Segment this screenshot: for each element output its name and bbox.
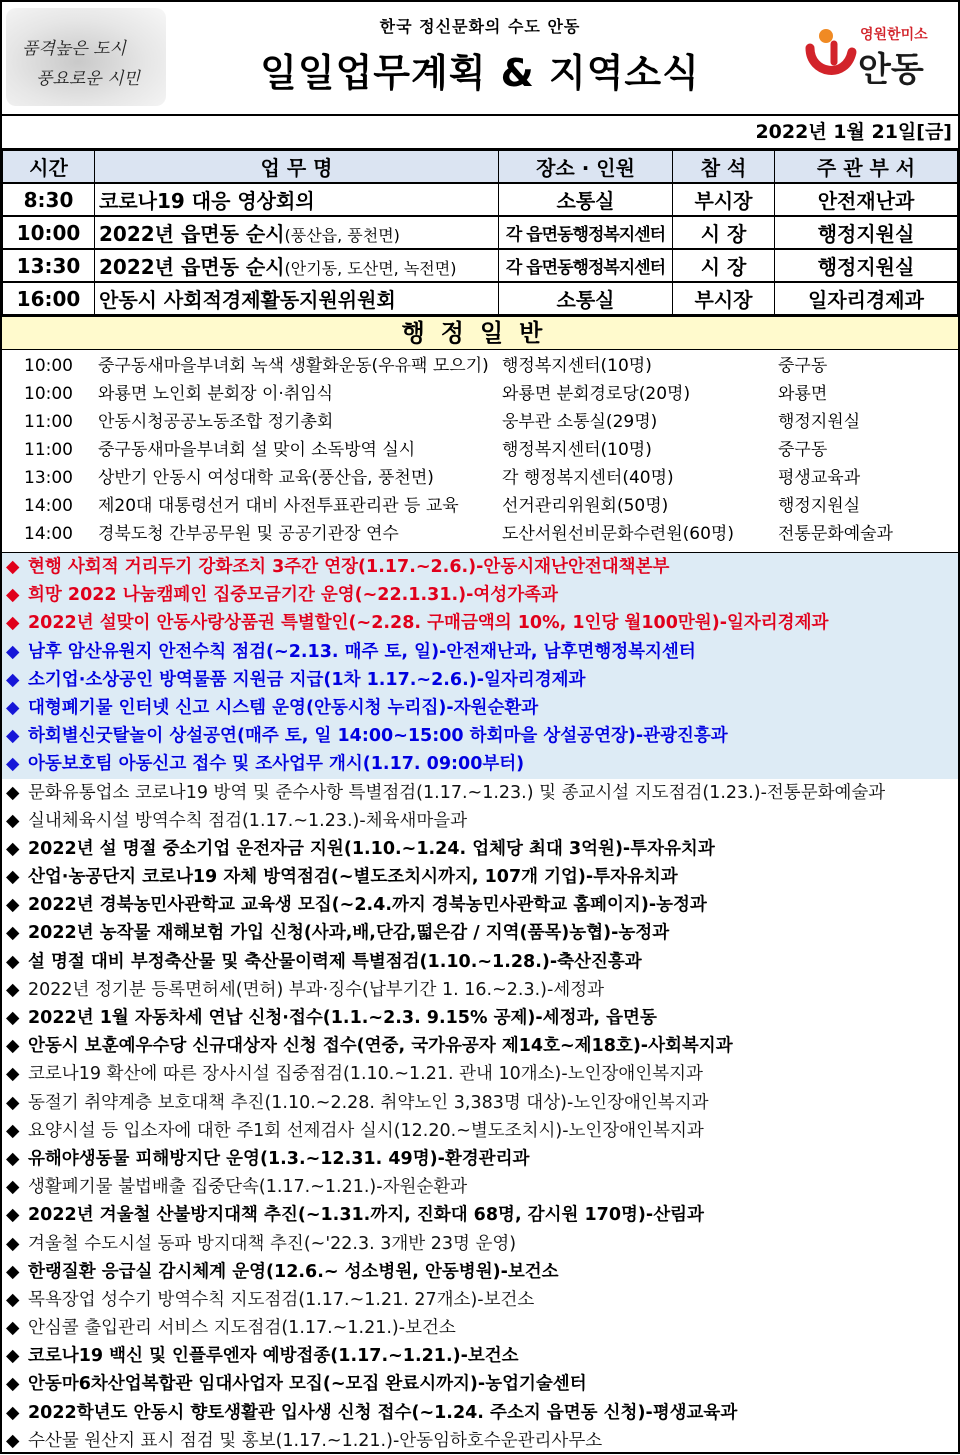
diamond-bullet-icon: ◆ [6, 697, 20, 718]
diamond-bullet-icon: ◆ [6, 951, 20, 972]
notice-item [2, 1004, 958, 1032]
schedule-task [95, 183, 499, 216]
andong-logo [804, 22, 944, 92]
notice-item [2, 609, 958, 637]
notice-text: 2022년 농작물 재해보험 가입 신청(사과,배,단감,떫은감 / 지역(품목)농협)-농정과 [28, 923, 670, 944]
admin-time: 14:00 [24, 524, 73, 544]
diamond-bullet-icon: ◆ [6, 1148, 20, 1169]
diamond-bullet-icon: ◆ [6, 585, 20, 606]
diamond-bullet-icon: ◆ [6, 895, 20, 916]
schedule-place: 각 읍면동행정복지센터 [499, 216, 673, 249]
col-header-task: 업 무 명 [95, 151, 499, 184]
diamond-bullet-icon: ◆ [6, 1261, 20, 1282]
schedule-attend: 시 장 [673, 216, 775, 249]
notice-item [2, 694, 958, 722]
diamond-bullet-icon: ◆ [6, 1177, 20, 1198]
diamond-bullet-icon: ◆ [6, 1092, 20, 1113]
admin-event: 중구동새마을부녀회 녹색 생활화운동(우유팩 모으기) [98, 356, 489, 376]
notice-text: 2022년 겨울철 산불방지대책 추진(~1.31.까지, 진화대 68명, 감시원 170명)-산림과 [28, 1205, 704, 1226]
diamond-bullet-icon: ◆ [6, 810, 20, 831]
admin-time: 14:00 [24, 496, 73, 516]
diamond-bullet-icon: ◆ [6, 923, 20, 944]
notice-item [2, 1117, 958, 1145]
notice-item [2, 1032, 958, 1060]
admin-dept: 와룡면 [778, 384, 828, 404]
schedule-time: 10:00 [3, 216, 95, 249]
schedule-time: 16:00 [3, 282, 95, 315]
report-date: 2022년 1월 21일[금] [2, 116, 958, 150]
col-header-place: 장소 · 인원 [499, 151, 673, 184]
andong-smile-icon [804, 22, 860, 86]
notice-text: 2022년 1월 자동차세 연납 신청·접수(1.1.~2.3. 9.15% 공제)-세정과, 읍면동 [28, 1008, 657, 1028]
slogan-line-2: 풍요로운 시민 [36, 69, 140, 89]
diamond-bullet-icon: ◆ [6, 726, 20, 747]
admin-row [2, 492, 958, 520]
admin-dept: 중구동 [778, 356, 828, 376]
col-header-attend: 참 석 [673, 151, 775, 184]
admin-event: 상반기 안동시 여성대학 교육(풍산읍, 풍천면) [98, 468, 434, 488]
diamond-bullet-icon: ◆ [6, 1205, 20, 1226]
schedule-task [95, 282, 499, 315]
notice-text: 수산물 원산지 표시 점검 및 홍보(1.17.~1.21.)-안동임하호수운관리사무소 [28, 1430, 603, 1451]
notice-item [2, 1173, 958, 1201]
admin-dept: 평생교육과 [778, 468, 861, 488]
notice-text: 현행 사회적 거리두기 강화조치 3주간 연장(1.17.~2.6.)-안동시재난안전대책본부 [28, 557, 670, 577]
notice-item [2, 1060, 958, 1088]
notice-text: 2022년 정기분 등록면허세(면허) 부과·징수(납부기간 1. 16.~2.3.)-세정과 [28, 979, 605, 1000]
notice-text: 한랭질환 응급실 감시체계 운영(12.6.~ 성소병원, 안동병원)-보건소 [28, 1261, 559, 1282]
admin-row [2, 380, 958, 408]
notice-item [2, 1342, 958, 1370]
admin-place: 각 행정복지센터(40명) [502, 468, 674, 488]
schedule-dept: 행정지원실 [775, 249, 958, 282]
admin-section-heading: 행정일반 [2, 316, 958, 350]
diamond-bullet-icon: ◆ [6, 1346, 20, 1367]
schedule-header-row [3, 151, 958, 184]
notice-text: 2022학년도 안동시 향토생활관 입사생 신청 접수(~1.24. 주소지 읍면동 신청)-평생교육과 [28, 1402, 738, 1423]
diamond-bullet-icon: ◆ [6, 1430, 20, 1451]
admin-place: 행정복지센터(10명) [502, 356, 652, 376]
notice-text: 문화유통업소 코로나19 방역 및 준수사항 특별점검(1.17.~1.23.) 및 종교시설 지도점검(1.23.)-전통문화예술과 [28, 782, 886, 803]
notice-item [2, 976, 958, 1004]
task-title: 2022년 읍면동 순시 [99, 255, 285, 279]
col-header-time: 시간 [3, 151, 95, 184]
diamond-bullet-icon: ◆ [6, 613, 20, 634]
notice-item [2, 779, 958, 807]
admin-event: 안동시청공공노동조합 정기총회 [98, 412, 334, 432]
admin-dept: 행정지원실 [778, 496, 861, 516]
notice-item [2, 1089, 958, 1117]
admin-row [2, 436, 958, 464]
schedule-row [3, 183, 958, 216]
notice-text: 2022년 경북농민사관학교 교육생 모집(~2.4.까지 경북농민사관학교 홈페이지)-농정과 [28, 895, 707, 916]
diamond-bullet-icon: ◆ [6, 1233, 20, 1254]
notice-text: 목욕장업 성수기 방역수칙 지도점검(1.17.~1.21. 27개소)-보건소 [28, 1289, 535, 1310]
schedule-attend: 부시장 [673, 183, 775, 216]
diamond-bullet-icon: ◆ [6, 641, 20, 662]
admin-time: 13:00 [24, 468, 73, 488]
admin-event: 와룡면 노인회 분회장 이·취임식 [98, 384, 334, 404]
notice-text: 하회별신굿탈놀이 상설공연(매주 토, 일 14:00~15:00 하회마을 상설공연장)-관광진흥과 [28, 726, 728, 747]
notice-text: 남후 암산유원지 안전수칙 점검(~2.13. 매주 토, 일)-안전재난과, 남후면행정복지센터 [28, 641, 696, 662]
notice-text: 안동시 보훈예우수당 신규대상자 신청 접수(연중, 국가유공자 제14호~제18호)-사회복지과 [28, 1036, 733, 1057]
notice-item [2, 919, 958, 947]
notice-text: 2022년 설 명절 중소기업 운전자금 지원(1.10.~1.24. 업체당 최대 3억원)-투자유치과 [28, 838, 715, 859]
admin-row [2, 464, 958, 492]
admin-event: 중구동새마을부녀회 설 맞이 소독방역 실시 [98, 440, 416, 460]
notice-item [2, 638, 958, 666]
diamond-bullet-icon: ◆ [6, 782, 20, 803]
notice-item [2, 581, 958, 609]
schedule-dept: 안전재난과 [775, 183, 958, 216]
notice-item [2, 666, 958, 694]
notice-item [2, 1258, 958, 1286]
page-header [2, 2, 958, 116]
notice-text: 설 명절 대비 부정축산물 및 축산물이력제 특별점검(1.10.~1.28.)-축산진흥과 [28, 951, 642, 972]
admin-row [2, 520, 958, 548]
notice-text: 안동마6차산업복합관 임대사업자 모집(~모집 완료시까지)-농업기술센터 [28, 1374, 587, 1395]
page-title: 일일업무계획 & 지역소식 [260, 51, 700, 95]
page-subtitle: 한국 정신문화의 수도 안동 [379, 17, 581, 36]
admin-place: 도산서원선비문화수련원(60명) [502, 524, 734, 544]
schedule-row [3, 216, 958, 249]
schedule-dept: 행정지원실 [775, 216, 958, 249]
notice-text: 대형폐기물 인터넷 신고 시스템 운영(안동시청 누리집)-자원순환과 [28, 697, 539, 718]
schedule-row [3, 249, 958, 282]
notice-text: 동절기 취약계층 보호대책 추진(1.10.~2.28. 취약노인 3,383명 대상)-노인장애인복지과 [28, 1092, 709, 1113]
task-title: 안동시 사회적경제활동지원위원회 [99, 288, 396, 312]
schedule-attend: 시 장 [673, 249, 775, 282]
diamond-bullet-icon: ◆ [6, 1064, 20, 1085]
task-title: 코로나19 대응 영상회의 [99, 189, 315, 213]
logo-tagline: 영원한미소 [860, 27, 928, 43]
diamond-bullet-icon: ◆ [6, 979, 20, 1000]
admin-time: 10:00 [24, 384, 73, 404]
notice-text: 코로나19 확산에 따른 장사시설 집중점검(1.10.~1.21. 관내 10개소)-노인장애인복지과 [28, 1064, 703, 1085]
schedule-place: 소통실 [499, 282, 673, 315]
notice-text: 겨울철 수도시설 동파 방지대책 추진(~'22.3. 3개반 23명 운영) [28, 1233, 517, 1254]
task-note: (풍산읍, 풍천면) [284, 226, 400, 245]
diamond-bullet-icon: ◆ [6, 1120, 20, 1141]
notice-text: 안심콜 출입관리 서비스 지도점검(1.17.~1.21.)-보건소 [28, 1318, 456, 1339]
notice-item [2, 553, 958, 581]
admin-place: 선거관리위원회(50명) [502, 496, 669, 516]
admin-row [2, 352, 958, 380]
schedule-attend: 부시장 [673, 282, 775, 315]
diamond-bullet-icon: ◆ [6, 838, 20, 859]
notice-item [2, 948, 958, 976]
diamond-bullet-icon: ◆ [6, 1008, 20, 1028]
diamond-bullet-icon: ◆ [6, 557, 20, 577]
notice-text: 2022년 설맞이 안동사랑상품권 특별할인(~2.28. 구매금액의 10%, 1인당 월100만원)-일자리경제과 [28, 613, 829, 634]
admin-time: 11:00 [24, 412, 73, 432]
schedule-time: 8:30 [3, 183, 95, 216]
notice-item [2, 722, 958, 750]
notice-item [2, 807, 958, 835]
notice-item [2, 1314, 958, 1342]
admin-schedule-list [2, 350, 958, 552]
diamond-bullet-icon: ◆ [6, 1036, 20, 1057]
schedule-time: 13:30 [3, 249, 95, 282]
slogan-line-1: 품격높은 도시 [22, 39, 126, 59]
admin-event: 제20대 대통령선거 대비 사전투표관리관 등 교육 [98, 496, 459, 516]
admin-time: 11:00 [24, 440, 73, 460]
notice-text: 생활폐기물 불법배출 집중단속(1.17.~1.21.)-자원순환과 [28, 1177, 468, 1198]
diamond-bullet-icon: ◆ [6, 1374, 20, 1395]
schedule-dept: 일자리경제과 [775, 282, 958, 315]
diamond-bullet-icon: ◆ [6, 754, 20, 775]
admin-place: 와룡면 분회경로당(20명) [502, 384, 691, 404]
admin-event: 경북도청 간부공무원 및 공공기관장 연수 [98, 524, 399, 544]
diamond-bullet-icon: ◆ [6, 1402, 20, 1423]
schedule-place: 소통실 [499, 183, 673, 216]
notice-item [2, 1230, 958, 1258]
diamond-bullet-icon: ◆ [6, 1318, 20, 1339]
notice-text: 실내체육시설 방역수칙 점검(1.17.~1.23.)-체육새마을과 [28, 810, 468, 831]
notice-item [2, 1370, 958, 1398]
schedule-place: 각 읍면동행정복지센터 [499, 249, 673, 282]
diamond-bullet-icon: ◆ [6, 669, 20, 690]
schedule-row [3, 282, 958, 315]
notice-item [2, 835, 958, 863]
notice-item [2, 891, 958, 919]
diamond-bullet-icon: ◆ [6, 867, 20, 888]
notice-item [2, 1286, 958, 1314]
notice-text: 소기업·소상공인 방역물품 지원금 지급(1차 1.17.~2.6.)-일자리경제과 [28, 669, 586, 690]
notice-text: 유해야생동물 피해방지단 운영(1.3.~12.31. 49명)-환경관리과 [28, 1148, 530, 1169]
diamond-bullet-icon: ◆ [6, 1289, 20, 1310]
schedule-task [95, 216, 499, 249]
schedule-task [95, 249, 499, 282]
admin-row [2, 408, 958, 436]
admin-dept: 중구동 [778, 440, 828, 460]
task-note: (안기동, 도산면, 녹전면) [284, 259, 457, 278]
notice-text: 희망 2022 나눔캠페인 집중모금기간 운영(~22.1.31.)-여성가족과 [28, 585, 558, 606]
notice-text: 아동보호팀 아동신고 접수 및 조사업무 개시(1.17. 09:00부터) [28, 754, 525, 775]
notice-item [2, 1145, 958, 1173]
notice-text: 요양시설 등 입소자에 대한 주1회 선제검사 실시(12.20.~별도조치시)-노인장애인복지과 [28, 1120, 704, 1141]
notice-text: 산업·농공단지 코로나19 자체 방역점검(~별도조치시까지, 107개 기업)-투자유치과 [28, 867, 678, 888]
admin-place: 행정복지센터(10명) [502, 440, 652, 460]
admin-place: 웅부관 소통실(29명) [502, 412, 658, 432]
notice-item [2, 863, 958, 891]
notice-item [2, 1427, 958, 1455]
admin-dept: 전통문화예술과 [778, 524, 893, 544]
notice-item [2, 1201, 958, 1229]
task-title: 2022년 읍면동 순시 [99, 222, 285, 246]
notice-list [2, 552, 958, 1455]
notice-item [2, 750, 958, 778]
schedule-table [2, 150, 958, 316]
logo-city-name: 안동 [858, 50, 924, 90]
notice-item [2, 1399, 958, 1427]
col-header-dept: 주 관 부 서 [775, 151, 958, 184]
notice-text: 코로나19 백신 및 인플루엔자 예방접종(1.17.~1.21.)-보건소 [28, 1346, 519, 1367]
admin-dept: 행정지원실 [778, 412, 861, 432]
admin-time: 10:00 [24, 356, 73, 376]
